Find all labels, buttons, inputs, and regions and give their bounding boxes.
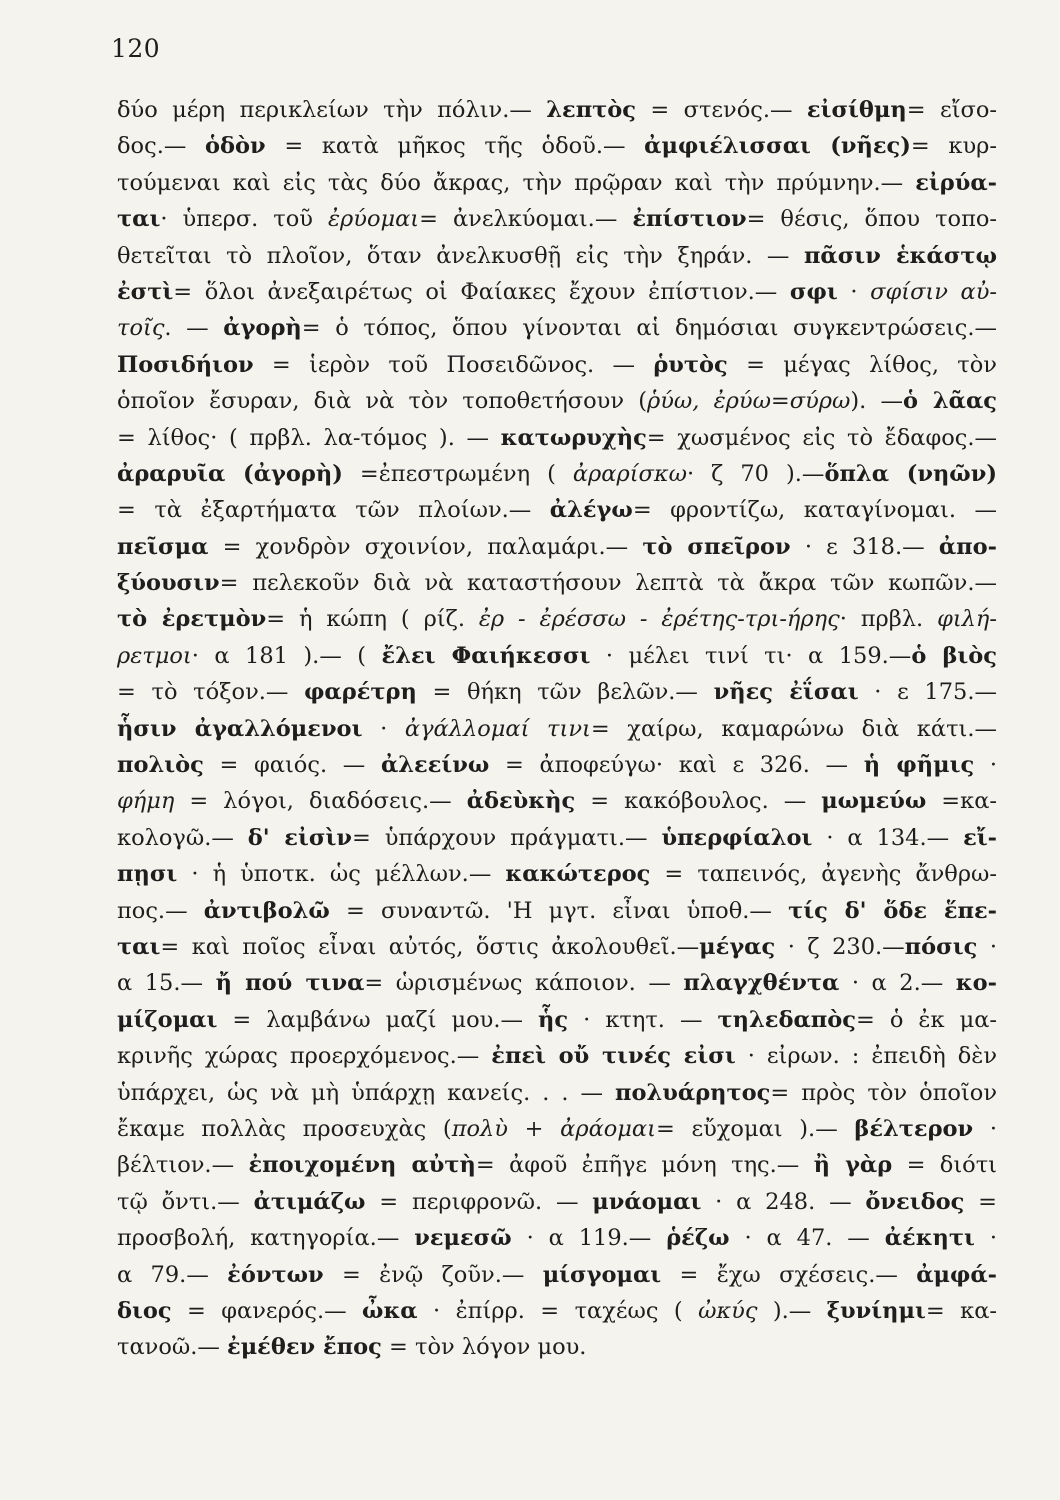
headword: τὸ σπεῖρον [642, 533, 791, 560]
headword: πολυάρητος [615, 1079, 771, 1106]
gloss-text: δύο μέρη περικλείων τὴν πόλιν.— [117, 97, 547, 123]
italic-text: ρετμοι [117, 642, 192, 669]
headword: μωμεύω [821, 788, 927, 815]
gloss-text: = ἀφοῦ ἐπῆγε μόνη της.— [475, 1152, 814, 1179]
headword: τίς δ' ὅδε ἕπε- [788, 897, 997, 924]
gloss-text: = λαμβάνω μαζί μου.— [217, 1006, 539, 1033]
gloss-text: · [973, 1115, 997, 1142]
headword: σφι [789, 278, 838, 305]
headword: ἐπίστιον [632, 206, 747, 233]
text-line [117, 820, 997, 856]
gloss-text: · ὑπερσ. τοῦ [160, 206, 328, 233]
italic-text: φιλή- [937, 606, 998, 633]
gloss-text: = φανερός.— [171, 1297, 363, 1324]
headword: ἐμέθεν ἔπος [227, 1334, 382, 1361]
headword: πλαγχθέντα [683, 970, 840, 997]
gloss-text: = ὑπάρχουν πράγματι.— [351, 824, 662, 851]
gloss-text: = ὁ ἐκ μα- [855, 1006, 998, 1033]
headword: ὁ βιὸς [911, 642, 997, 669]
headword: ξύουσιν [117, 570, 220, 597]
text-line [117, 1184, 997, 1220]
gloss-text: · ἐπίρρ. = ταχέως ( [417, 1297, 699, 1324]
headword: νῆες ἐΐσαι [713, 679, 859, 706]
gloss-text: = εὔχομαι ).— [655, 1115, 855, 1142]
headword: ῥυτὸς [653, 351, 728, 378]
headword: πόσις [904, 933, 978, 960]
headword: ἀμφιέλισσαι (νῆες) [644, 133, 911, 160]
headword: κο- [955, 970, 998, 997]
headword: ἡ φῆμις [863, 752, 975, 779]
headword: ῥέζω [666, 1225, 730, 1252]
text-line [117, 1002, 997, 1038]
text-line [117, 965, 997, 1001]
text-line [117, 274, 997, 310]
gloss-text: = χωσμένος εἰς τὸ ἔδαφος.— [646, 424, 997, 451]
italic-text: ἀραρίσκω [572, 460, 687, 487]
gloss-text: · ζ 70 ).— [687, 460, 825, 487]
gloss-text: = τὸν λόγον μου. [381, 1334, 587, 1361]
gloss-text: τῷ ὄντι.— [117, 1188, 254, 1215]
gloss-text: · κτητ. — [568, 1006, 718, 1033]
italic-text: σφίσιν αὐ- [870, 278, 998, 305]
headword: ἀλέγω [549, 497, 633, 524]
headword: ται [117, 206, 161, 233]
gloss-text: · [977, 933, 997, 960]
gloss-text: = [964, 1188, 997, 1215]
headword: ἐπεὶ οὔ τινές εἰσι [491, 1043, 736, 1070]
headword: δ' εἰσὶν [247, 824, 352, 851]
headword: τὸ ἐρετμὸν [117, 606, 267, 633]
gloss-text: · εἰρων. : ἐπειδὴ δὲν [735, 1043, 997, 1070]
gloss-text: = κυρ- [910, 133, 997, 160]
headword: μίσγομαι [542, 1261, 662, 1288]
text-line [117, 601, 997, 637]
headword: ἀντιβολῶ [203, 897, 330, 924]
gloss-text: ).— [757, 1297, 827, 1324]
gloss-text: · α 248. — [701, 1188, 866, 1215]
gloss-text: = ἀνελκύομαι.— [419, 206, 633, 233]
gloss-text: βέλτιον.— [117, 1152, 249, 1179]
gloss-text: =κα- [926, 788, 997, 815]
text-line [117, 420, 997, 456]
gloss-text: α 15.— [117, 970, 216, 997]
headword: ἧς [538, 1006, 569, 1033]
gloss-text: = χαίρω, καμαρώνω διὰ κάτι.— [590, 715, 997, 742]
gloss-text: = χονδρὸν σχοινίον, παλαμάρι.— [208, 533, 643, 560]
gloss-text: = πελεκοῦν διὰ νὰ καταστήσουν λεπτὰ τὰ ἄκρα τῶν κωπῶν.— [219, 570, 997, 597]
text-line [117, 674, 997, 710]
headword: μίζομαι [117, 1006, 218, 1033]
headword: ἀλεείνω [380, 752, 490, 779]
headword: εἰρύα- [915, 169, 997, 196]
headword: πῃσι [117, 861, 178, 888]
text-line [117, 492, 997, 528]
text-line [117, 347, 997, 383]
gloss-text: · α 2.— [839, 970, 956, 997]
headword: κακώτερος [505, 861, 651, 888]
text-line [117, 1220, 997, 1256]
gloss-text: = μέγας λίθος, τὸν [727, 351, 997, 378]
headword: ται [117, 933, 161, 960]
headword: ἀγορὴ [223, 315, 302, 342]
headword: ἐποιχομένη αὐτὴ [248, 1152, 476, 1179]
headword: εἰσίθμη [806, 97, 907, 123]
gloss-text: · ἡ ὑποτκ. ὡς μέλλων.— [177, 861, 506, 888]
text-line [117, 238, 997, 274]
gloss-text: = ἔχω σχέσεις.— [661, 1261, 917, 1288]
gloss-text: = ἀποφεύγω· καὶ ε 326. — [489, 752, 864, 779]
headword: εἴ- [963, 824, 997, 851]
text-line [117, 1329, 997, 1365]
gloss-text: = θέσις, ὅπου τοπο- [746, 206, 997, 233]
headword: ξυνίημι [826, 1297, 926, 1324]
headword: πολιὸς [117, 752, 204, 779]
gloss-text: · α 134.— [812, 824, 964, 851]
italic-text: πολὺ + ἀράομαι [451, 1115, 656, 1142]
gloss-text: = θήκη τῶν βελῶν.— [416, 679, 714, 706]
gloss-text: · α 47. — [729, 1225, 885, 1252]
text-line [117, 165, 997, 201]
headword: λεπτὸς [546, 97, 637, 123]
italic-text: ἐρ - ἐρέσσω - ἐρέτης-τρι-ήρης [478, 606, 840, 633]
gloss-text: = εἴσο- [906, 97, 997, 123]
headword: ὁδὸν [205, 133, 266, 160]
gloss-text: = ὡρισμένως κάποιον. — [364, 970, 684, 997]
gloss-text: ὁποῖον ἔσυραν, διὰ νὰ τὸν τοποθετήσουν ( [117, 388, 647, 415]
text-line [117, 638, 997, 674]
headword: ἐόντων [227, 1261, 324, 1288]
gloss-text: = κατὰ μῆκος τῆς ὁδοῦ.— [265, 133, 645, 160]
text-line [117, 1038, 997, 1074]
italic-text: ἀγάλλομαί τινι [404, 715, 591, 742]
page-number: 120 [111, 34, 161, 63]
headword: μνάομαι [592, 1188, 702, 1215]
headword: ὁ λᾶας [903, 388, 997, 415]
glossary-text [117, 92, 997, 1366]
text-line [117, 856, 997, 892]
text-line [117, 783, 997, 819]
text-line [117, 92, 997, 128]
text-line [117, 456, 997, 492]
italic-text: τοῖς [117, 315, 165, 342]
gloss-text: = φαιός. — [203, 752, 381, 779]
gloss-text: · ε 175.— [858, 679, 997, 706]
gloss-text: προσβολή, κατηγορία.— [117, 1225, 415, 1252]
headword: τηλεδαπὸς [717, 1006, 856, 1033]
headword: κατωρυχὴς [500, 424, 647, 451]
headword: ἀπο- [938, 533, 997, 560]
gloss-text: = καὶ ποῖος εἶναι αὐτός, ὅστις ἀκολουθεῖ.— [160, 933, 700, 960]
gloss-text: τανοῶ.— [117, 1334, 228, 1361]
gloss-text: = συναντῶ. 'Η μγτ. εἶναι ὑποθ.— [329, 897, 789, 924]
gloss-text: . — [164, 315, 224, 342]
gloss-text: · α 181 ).— ( [191, 642, 382, 669]
gloss-text: = διότι [892, 1152, 997, 1179]
text-line [117, 1075, 997, 1111]
gloss-text: κρινῆς χώρας προερχόμενος.— [117, 1043, 492, 1070]
gloss-text: · [362, 715, 405, 742]
gloss-text: α 79.— [117, 1261, 228, 1288]
italic-text: ῥύω, ἐρύω=σύρω [647, 388, 851, 415]
gloss-text: = λίθος· ( πρβλ. λα-τόμος ). — [117, 424, 501, 451]
gloss-text: τούμεναι καὶ εἰς τὰς δύο ἄκρας, τὴν πρῷραν καὶ τὴν πρύμνην.— [117, 169, 916, 196]
text-line [117, 711, 997, 747]
gloss-text: = κακόβουλος. — [575, 788, 822, 815]
gloss-text: ὑπάρχει, ὡς νὰ μὴ ὑπάρχῃ κανείς. . . — [117, 1079, 616, 1106]
gloss-text: πος.— [117, 897, 204, 924]
headword: ὄνειδος [865, 1188, 965, 1215]
headword: βέλτερον [854, 1115, 974, 1142]
headword: Ποσιδήιον [117, 351, 254, 378]
gloss-text: θετεῖται τὸ πλοῖον, ὅταν ἀνελκυσθῇ εἰς τὴν ξηράν. — [117, 242, 804, 269]
gloss-text: · μέλει τινί τι· α 159.— [590, 642, 912, 669]
headword: ὑπερφίαλοι [661, 824, 813, 851]
gloss-text: = πρὸς τὸν ὁποῖον [770, 1079, 997, 1106]
headword: ὦκα [362, 1297, 418, 1324]
headword: μέγας [699, 933, 776, 960]
gloss-text: · [974, 752, 998, 779]
headword: φαρέτρη [304, 679, 417, 706]
gloss-text: · [837, 278, 871, 305]
text-line [117, 201, 997, 237]
italic-text: φήμη [117, 788, 175, 815]
text-line [117, 310, 997, 346]
text-line [117, 529, 997, 565]
gloss-text: · α 119.— [511, 1225, 667, 1252]
headword: πεῖσμα [117, 533, 209, 560]
gloss-text: = κα- [925, 1297, 997, 1324]
headword: ἀτιμάζω [253, 1188, 366, 1215]
gloss-text: = ταπεινός, ἀγενὴς ἄνθρω- [650, 861, 997, 888]
text-line [117, 747, 997, 783]
headword: ἧσιν ἀγαλλόμενοι [117, 715, 363, 742]
text-line [117, 383, 997, 419]
gloss-text: =ἐπεστρωμένη ( [342, 460, 573, 487]
text-line [117, 1147, 997, 1183]
gloss-text: · πρβλ. [839, 606, 938, 633]
headword: ἀμφά- [916, 1261, 997, 1288]
gloss-text: = ἐνῷ ζοῦν.— [323, 1261, 543, 1288]
text-line [117, 1257, 997, 1293]
gloss-text: · ζ 230.— [775, 933, 905, 960]
headword: ὅπλα (νηῶν) [824, 460, 997, 487]
gloss-text: = τὸ τόξον.— [117, 679, 305, 706]
text-line [117, 893, 997, 929]
gloss-text: · [974, 1225, 997, 1252]
gloss-text: = λόγοι, διαδόσεις.— [174, 788, 467, 815]
gloss-text: ἔκαμε πολλὰς προσευχὰς ( [117, 1115, 452, 1142]
gloss-text: = τὰ ἐξαρτήματα τῶν πλοίων.— [117, 497, 550, 524]
gloss-text: κολογῶ.— [117, 824, 248, 851]
italic-text: ὠκύς [698, 1297, 758, 1324]
gloss-text: = ἱερὸν τοῦ Ποσειδῶνος. — [253, 351, 654, 378]
headword: διος [117, 1297, 172, 1324]
text-line [117, 565, 997, 601]
text-line [117, 929, 997, 965]
gloss-text: · ε 318.— [790, 533, 939, 560]
gloss-text: δος.— [117, 133, 206, 160]
headword: ἤ πού τινα [215, 970, 365, 997]
headword: ἢ γὰρ [813, 1152, 893, 1179]
headword: ἔλει Φαιήκεσσι [381, 642, 591, 669]
headword: ἐστὶ [117, 278, 174, 305]
gloss-text: = φροντίζω, καταγίνομαι. — [632, 497, 997, 524]
headword: πᾶσιν ἑκάστῳ [803, 242, 997, 269]
text-line [117, 1111, 997, 1147]
italic-text: ἐρύομαι [327, 206, 420, 233]
text-line [117, 1293, 997, 1329]
headword: νεμεσῶ [414, 1225, 512, 1252]
headword: ἀέκητι [884, 1225, 975, 1252]
text-line [117, 128, 997, 164]
gloss-text: = στενός.— [636, 97, 807, 123]
gloss-text: = περιφρονῶ. — [365, 1188, 593, 1215]
gloss-text: = ὁ τόπος, ὅπου γίνονται αἱ δημόσιαι συγκεντρώσεις.— [301, 315, 997, 342]
headword: ἀδεὺκὴς [466, 788, 576, 815]
gloss-text: = ἡ κώπη ( ρίζ. [266, 606, 479, 633]
headword: ἀραρυῖα (ἀγορὴ) [117, 460, 343, 487]
gloss-text: = ὅλοι ἀνεξαιρέτως οἱ Φαίακες ἔχουν ἐπίστιον.— [173, 278, 790, 305]
gloss-text: ). — [850, 388, 904, 415]
